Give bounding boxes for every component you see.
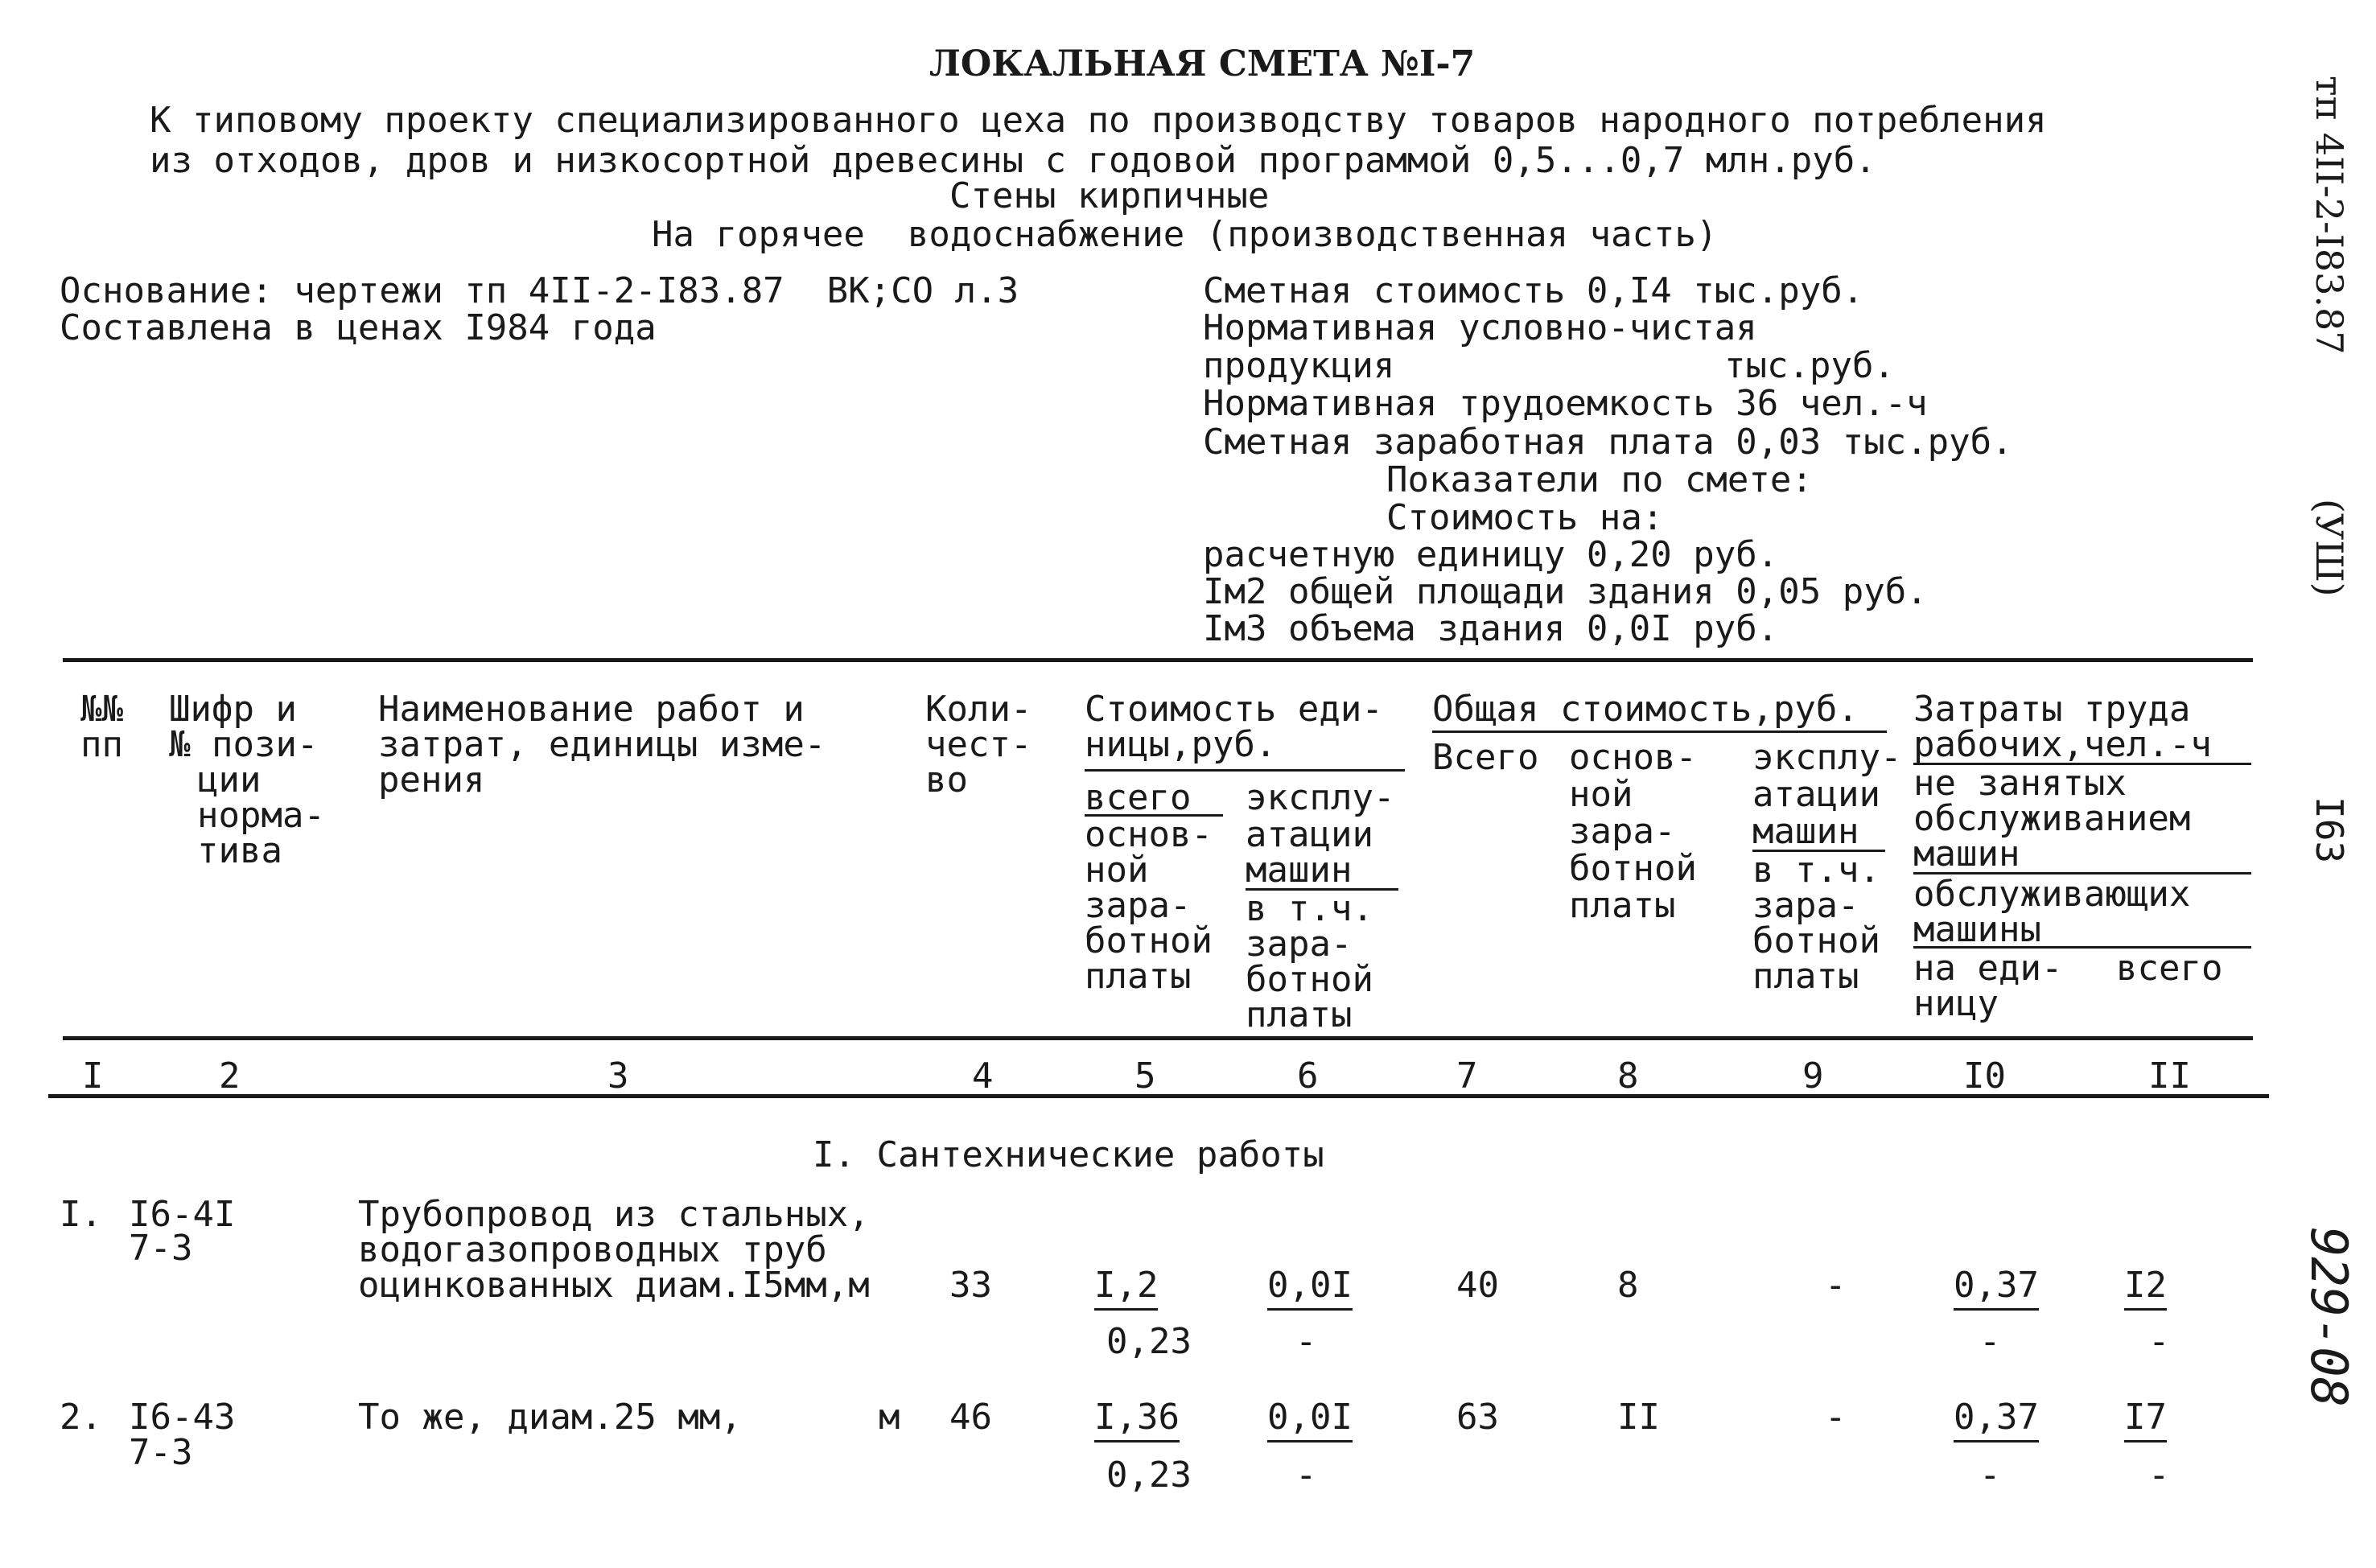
summary-indicators-title: Показатели по смете: [1386, 459, 1813, 500]
header-col7: Всего [1432, 737, 1539, 778]
row-number: 2. [60, 1397, 102, 1438]
row-total-wage: 8 [1617, 1265, 1639, 1306]
header-labor-sub2-line1: обслуживающих [1913, 874, 2191, 915]
summary-labor: Нормативная трудоемкость 36 чел.-ч [1203, 383, 1928, 424]
colnum-5: 5 [1134, 1056, 1156, 1097]
row-name-line3: оцинкованных диам.I5мм,м [358, 1265, 870, 1306]
header-bottom-border [63, 1036, 2253, 1040]
row-total: 63 [1456, 1397, 1499, 1438]
colnum-2: 2 [219, 1056, 241, 1097]
header-col2-line3: ции [197, 759, 261, 800]
colnum-1: I [82, 1056, 104, 1097]
summary-per-unit: расчетную единицу 0,20 руб. [1203, 534, 1779, 575]
summary-per-m3: Iм3 объема здания 0,0I руб. [1203, 608, 1779, 649]
subtitle-walls: Стены кирпичные [949, 175, 1270, 216]
header-labor-sub2-line2: машины [1913, 909, 2041, 950]
header-col6-line7: платы [1246, 994, 1353, 1035]
header-col6-line6: ботной [1246, 959, 1373, 1000]
header-col5-line3: ной [1085, 850, 1149, 891]
header-col3-line3: рения [378, 759, 485, 800]
row-labor-unit-machine: - [1979, 1455, 2001, 1496]
row-total-machine: - [1825, 1265, 1847, 1306]
row-unit-machine: 0,0I [1267, 1397, 1353, 1442]
header-col6-line1: эксплу- [1246, 777, 1395, 818]
header-col9-line2: атации [1752, 774, 1880, 815]
header-total-cost-rule [1432, 730, 1887, 733]
header-col2-line5: тива [197, 830, 282, 871]
row-total-wage: II [1617, 1397, 1660, 1438]
prices-year-line: Составлена в ценах I984 года [60, 307, 657, 348]
row-quantity: 33 [949, 1265, 992, 1306]
row-unit-total: I,36 [1094, 1397, 1180, 1442]
header-col6-line4: в т.ч. [1246, 888, 1373, 929]
row-unit-wage: 0,23 [1106, 1321, 1192, 1362]
header-unit-cost-title-2: ницы,руб. [1085, 724, 1277, 765]
header-col9-line1: эксплу- [1752, 737, 1902, 778]
basis-line: Основание: чертежи тп 4II-2-I83.87 ВК;СО л.3 [60, 270, 1019, 311]
row-labor-total-machine: - [2148, 1455, 2170, 1496]
header-col5-line5: ботной [1085, 920, 1213, 961]
subtitle-section: На горячее водоснабжение (производственная часть) [652, 214, 1718, 255]
side-part: (УШ) [2308, 499, 2351, 597]
row-quantity: 46 [949, 1397, 992, 1438]
side-code: тп 4II-2-I83.87 [2308, 76, 2351, 355]
colnum-6: 6 [1297, 1056, 1319, 1097]
header-col2-line1: Шифр и [169, 689, 297, 730]
summary-wage: Сметная заработная плата 0,03 тыс.руб. [1203, 422, 2013, 463]
header-col10-line1: на еди- [1913, 948, 2063, 989]
header-col5-line2: основ- [1085, 814, 1213, 855]
header-col8-line5: платы [1569, 885, 1676, 926]
header-col9-line7: платы [1752, 956, 1859, 997]
subtitle-line-2: из отходов, дров и низкосортной древесины с годовой программой 0,5...0,7 млн.руб. [150, 140, 1876, 181]
document-title: ЛОКАЛЬНАЯ СМЕТА №I-7 [929, 43, 1476, 84]
subtitle-line-1: К типовому проекту специализированного цеха по производству товаров народного потребления [150, 100, 2047, 141]
colnum-8: 8 [1617, 1056, 1639, 1097]
header-col9-line5: зара- [1752, 885, 1859, 926]
row-code-line1: I6-4I [129, 1194, 236, 1235]
header-unit-cost-title-1: Стоимость еди- [1085, 689, 1383, 730]
header-labor-sub1-line2: обслуживанием [1913, 798, 2191, 839]
colnum-10: I0 [1963, 1056, 2006, 1097]
summary-normative-label: Нормативная условно-чистая [1203, 307, 1757, 348]
row-labor-unit: 0,37 [1954, 1265, 2039, 1311]
row-code-line2: 7-3 [129, 1228, 193, 1269]
colnum-11: II [2148, 1056, 2191, 1097]
row-number: I. [60, 1194, 102, 1235]
section-title: I. Сантехнические работы [813, 1134, 1324, 1175]
row-code-line2: 7-3 [129, 1432, 193, 1473]
header-col9-line6: ботной [1752, 920, 1880, 961]
row-total: 40 [1456, 1265, 1499, 1306]
header-col6-line5: зара- [1246, 924, 1353, 965]
header-col11: всего [2116, 948, 2223, 989]
header-col1-line1: №№ [80, 689, 123, 730]
header-total-cost-title: Общая стоимость,руб. [1432, 689, 1859, 730]
header-col8-line1: основ- [1569, 737, 1697, 778]
header-labor-sub1-line3: машин [1913, 833, 2020, 875]
column-numbers-underline [48, 1094, 2269, 1098]
row-code-line1: I6-43 [129, 1397, 236, 1438]
header-col4-line2: чест- [925, 724, 1032, 765]
header-col4-line1: Коли- [925, 689, 1032, 730]
table-top-border [63, 658, 2253, 662]
row-labor-total-machine: - [2148, 1321, 2170, 1362]
header-col9-line4: в т.ч. [1752, 850, 1880, 891]
row-labor-unit-machine: - [1979, 1321, 2001, 1362]
header-col6-line2: атации [1246, 814, 1373, 855]
side-page: I63 [2308, 796, 2351, 864]
row-unit-machine-wage: - [1295, 1321, 1317, 1362]
header-col8-line2: ной [1569, 774, 1633, 815]
header-col1-line2: пп [80, 724, 123, 765]
header-col3-line1: Наименование работ и [378, 689, 805, 730]
header-labor-title-2: рабочих,чел.-ч [1913, 724, 2212, 765]
row-name-line2: водогазопроводных труб [358, 1229, 827, 1270]
row-labor-total: I7 [2124, 1397, 2167, 1442]
header-col10-line2: ницу [1913, 983, 1999, 1024]
row-unit: м [879, 1397, 900, 1438]
header-col5-line4: зара- [1085, 885, 1192, 926]
row-unit-machine: 0,0I [1267, 1265, 1353, 1311]
header-col6-line3: машин [1246, 850, 1353, 891]
header-col5-line1: всего [1085, 777, 1192, 818]
header-col8-line3: зара- [1569, 811, 1676, 852]
colnum-4: 4 [972, 1056, 994, 1097]
colnum-9: 9 [1802, 1056, 1824, 1097]
header-col3-line2: затрат, единицы изме- [378, 724, 826, 765]
header-col8-line4: ботной [1569, 848, 1697, 889]
colnum-7: 7 [1456, 1056, 1478, 1097]
header-unit-cost-rule [1085, 769, 1405, 772]
row-unit-total: I,2 [1094, 1265, 1158, 1311]
header-labor-sub1-line1: не занятых [1913, 763, 2127, 804]
header-col2-line2: № пози- [169, 724, 319, 765]
side-inventory: 929-08 [2300, 1227, 2358, 1407]
row-unit-machine-wage: - [1295, 1455, 1317, 1496]
row-labor-total: I2 [2124, 1265, 2167, 1311]
header-col9-line3: машин [1752, 811, 1859, 852]
header-col4-line3: во [925, 759, 968, 800]
header-col2-line4: норма- [197, 795, 325, 836]
row-labor-unit: 0,37 [1954, 1397, 2039, 1442]
summary-per-m2: Iм2 общей площади здания 0,05 руб. [1203, 571, 1928, 612]
row-total-machine: - [1825, 1397, 1847, 1438]
row-name-line1: То же, диам.25 мм, [358, 1397, 742, 1438]
row-name-line1: Трубопровод из стальных, [358, 1194, 870, 1235]
header-labor-title-1: Затраты труда [1913, 689, 2191, 730]
summary-cost-on: Стоимость на: [1386, 497, 1664, 538]
summary-cost: Сметная стоимость 0,I4 тыс.руб. [1203, 270, 1864, 311]
summary-product-unit: тыс.руб. [1724, 345, 1895, 386]
colnum-3: 3 [607, 1056, 629, 1097]
row-unit-wage: 0,23 [1106, 1455, 1192, 1496]
header-col5-line6: платы [1085, 956, 1192, 997]
summary-product-label: продукция [1203, 345, 1395, 386]
